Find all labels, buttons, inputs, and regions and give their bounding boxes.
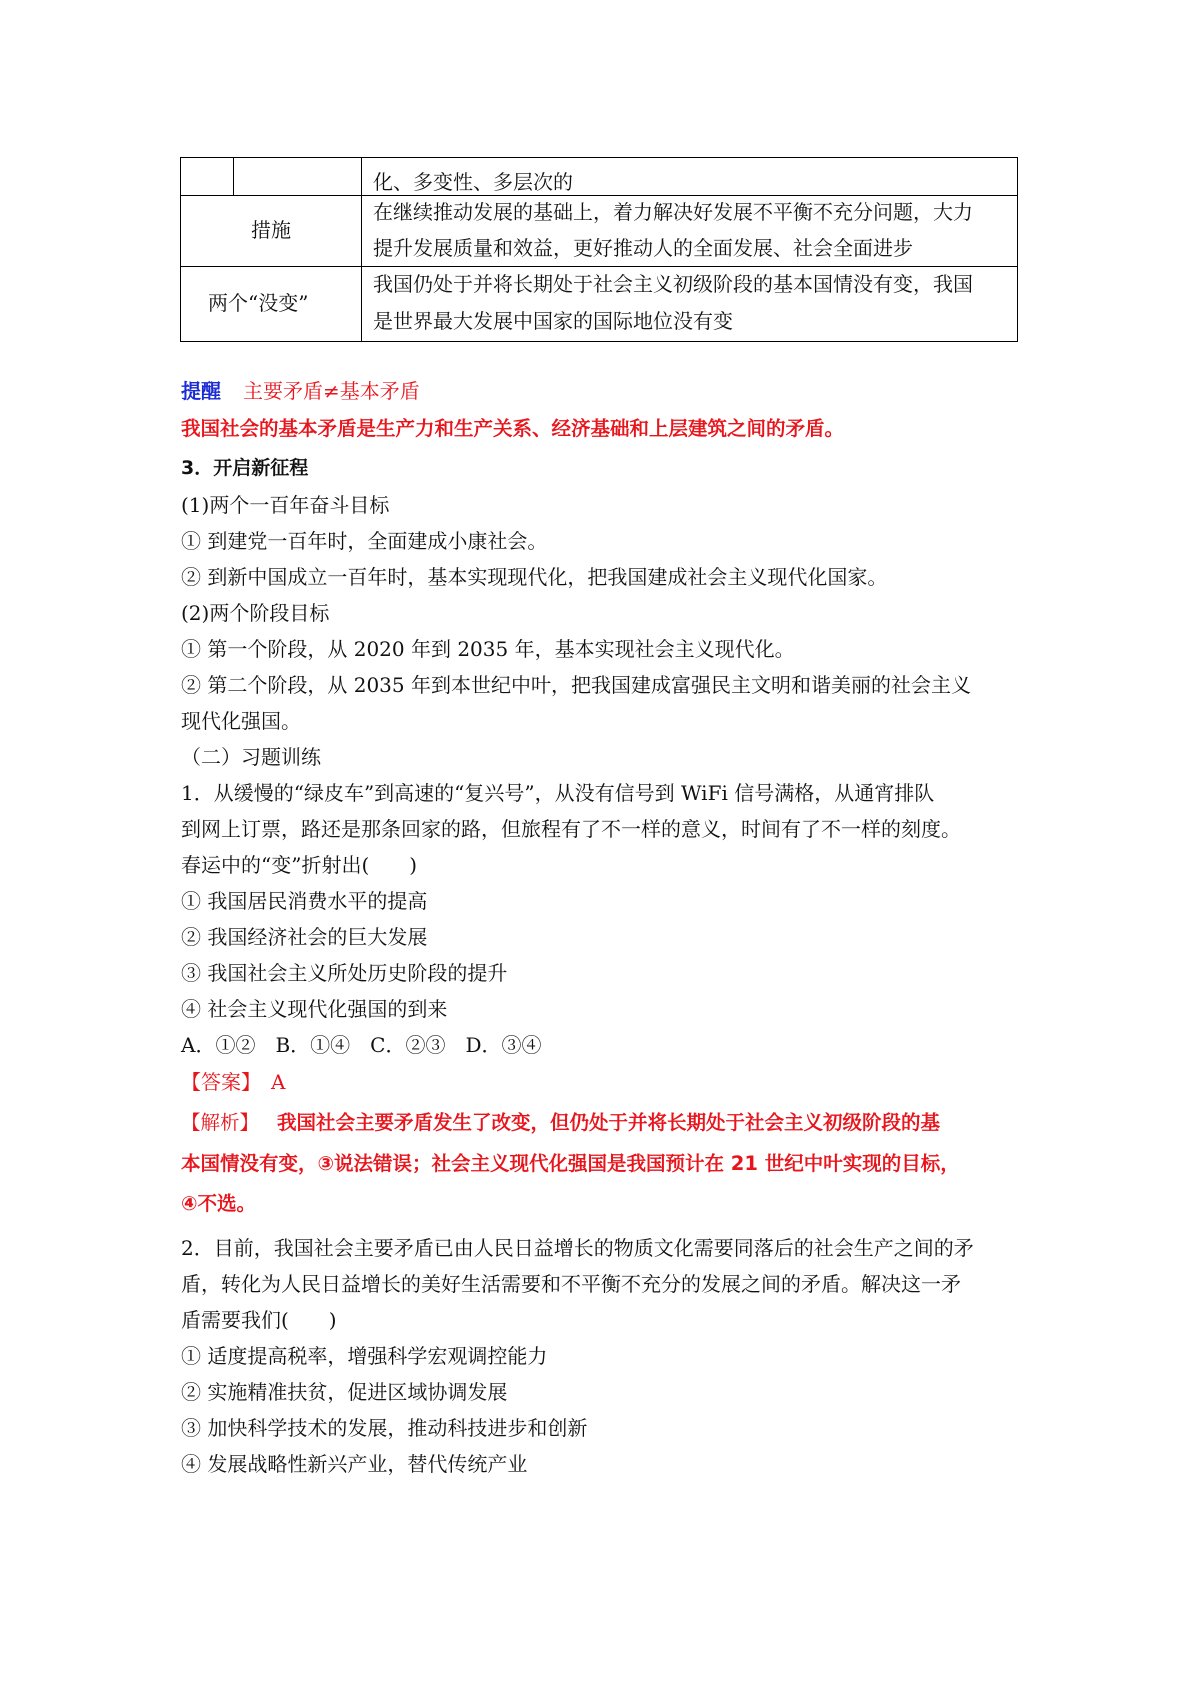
q1-analysis-line2: 本国情没有变，③说法错误；社会主义现代化强国是我国预计在 21 世纪中叶实现的目标， xyxy=(181,1152,960,1175)
section3-sub2-item1: ① 第一个阶段，从 2020 年到 2035 年，基本实现社会主义现代化。 xyxy=(181,637,795,661)
section3-sub1: (1)两个一百年奋斗目标 xyxy=(181,493,390,517)
q1-analysis-line3: ④不选。 xyxy=(181,1192,257,1215)
q2-line2: 盾，转化为人民日益增长的美好生活需要和不平衡不充分的发展之间的矛盾。解决这一矛 xyxy=(181,1272,961,1296)
q1-analysis-line1 xyxy=(181,1110,940,1136)
q1-option3: ③ 我国社会主义所处历史阶段的提升 xyxy=(181,961,508,985)
q1-answer-label: 【答案】 xyxy=(181,1070,261,1094)
q2-option1: ① 适度提高税率，增强科学宏观调控能力 xyxy=(181,1344,548,1368)
reminder-label: 提醒 xyxy=(181,379,221,403)
reminder-body: 我国社会的基本矛盾是生产力和生产关系、经济基础和上层建筑之间的矛盾。 xyxy=(181,417,845,440)
section3-sub1-item2: ② 到新中国成立一百年时，基本实现现代化，把我国建成社会主义现代化国家。 xyxy=(181,565,888,589)
table-row1-line1: 在继续推动发展的基础上，着力解决好发展不平衡不充分问题，大力 xyxy=(373,200,973,224)
q1-choices: A．①② B．①④ C．②③ D．③④ xyxy=(181,1033,542,1057)
table-row2-line2: 是世界最大发展中国家的国际地位没有变 xyxy=(373,309,733,333)
q1-analysis-text1: 我国社会主要矛盾发生了改变，但仍处于并将长期处于社会主义初级阶段的基 xyxy=(277,1111,941,1134)
q1-option4: ④ 社会主义现代化强国的到来 xyxy=(181,997,448,1021)
summary-table xyxy=(180,157,1018,342)
table-row0-right: 化、多变性、多层次的 xyxy=(373,170,573,194)
table-row2-line1: 我国仍处于并将长期处于社会主义初级阶段的基本国情没有变，我国 xyxy=(373,272,973,296)
q1-answer: A xyxy=(271,1070,286,1094)
section3-heading: 3．开启新征程 xyxy=(181,457,309,479)
q1-analysis-label: 【解析】 xyxy=(181,1111,260,1134)
q1-line2: 到网上订票，路还是那条回家的路，但旅程有了不一样的意义，时间有了不一样的刻度。 xyxy=(181,817,961,841)
q1-option1: ① 我国居民消费水平的提高 xyxy=(181,889,428,913)
q2-line3: 盾需要我们( ) xyxy=(181,1308,337,1332)
q1-option2: ② 我国经济社会的巨大发展 xyxy=(181,925,428,949)
q2-option4: ④ 发展战略性新兴产业，替代传统产业 xyxy=(181,1452,528,1476)
section3-sub1-item1: ① 到建党一百年时，全面建成小康社会。 xyxy=(181,529,548,553)
table-row1-line2: 提升发展质量和效益，更好推动人的全面发展、社会全面进步 xyxy=(373,236,913,260)
q2-option2: ② 实施精准扶贫，促进区域协调发展 xyxy=(181,1380,508,1404)
q1-answer-line xyxy=(181,1069,285,1095)
q2-option3: ③ 加快科学技术的发展，推动科技进步和创新 xyxy=(181,1416,588,1440)
table-row2-label: 两个“没变” xyxy=(208,291,309,315)
q1-line1: 1．从缓慢的“绿皮车”到高速的“复兴号”，从没有信号到 WiFi 信号满格，从通宵排队 xyxy=(181,781,935,805)
reminder-line xyxy=(181,378,420,404)
section3-sub2-item2-line1: ② 第二个阶段，从 2035 年到本世纪中叶，把我国建成富强民主文明和谐美丽的社会主义 xyxy=(181,673,971,697)
section3-sub2-item2-line2: 现代化强国。 xyxy=(181,709,301,733)
q1-line3: 春运中的“变”折射出( ) xyxy=(181,853,418,877)
exercise-heading: （二）习题训练 xyxy=(181,745,321,769)
reminder-title: 主要矛盾≠基本矛盾 xyxy=(243,379,420,403)
section3-sub2: (2)两个阶段目标 xyxy=(181,601,330,625)
table-row1-label: 措施 xyxy=(251,218,291,242)
q2-line1: 2．目前，我国社会主要矛盾已由人民日益增长的物质文化需要同落后的社会生产之间的矛 xyxy=(181,1236,974,1260)
